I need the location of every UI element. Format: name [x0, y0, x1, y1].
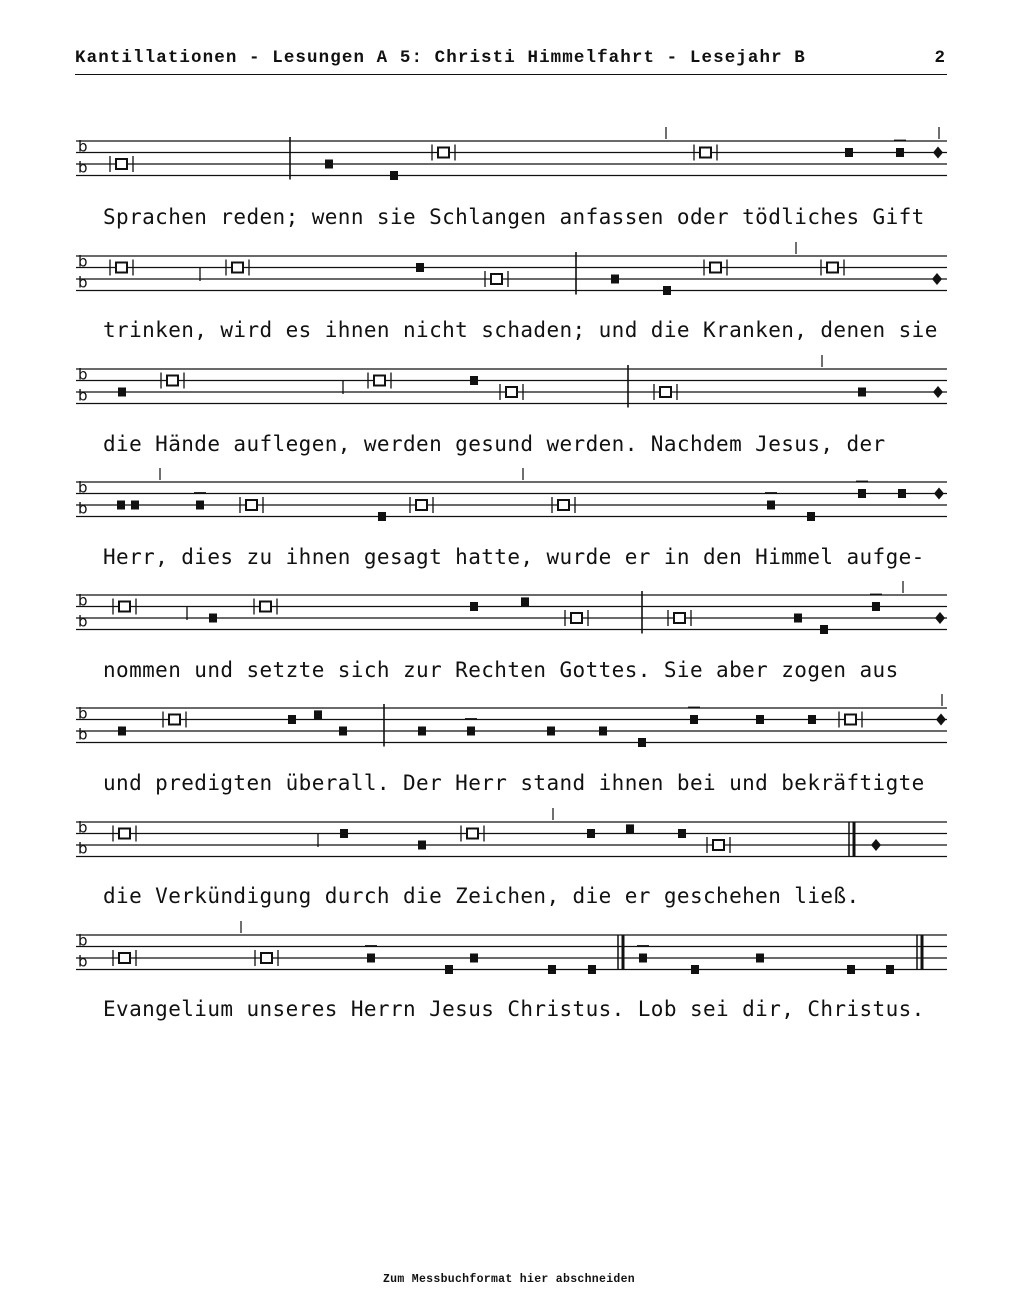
note-square	[118, 388, 126, 397]
reciting-note	[246, 500, 257, 510]
note-square	[470, 602, 478, 611]
note-square	[820, 625, 828, 634]
note-square	[367, 954, 375, 963]
note-square	[131, 501, 139, 510]
note-square	[872, 602, 880, 611]
note-square	[898, 489, 906, 498]
flat-clef: b	[78, 158, 88, 177]
reciting-note	[438, 148, 449, 158]
note-square	[314, 710, 322, 719]
note-square	[288, 715, 296, 724]
note-square	[196, 501, 204, 510]
page-number: 2	[934, 48, 945, 68]
reciting-note	[700, 148, 711, 158]
note-square	[690, 715, 698, 724]
lyric-line-2: trinken, wird es ihnen nicht schaden; und die Kranken, denen sie	[103, 318, 938, 342]
note-square	[794, 614, 802, 623]
note-square	[588, 965, 596, 974]
lyric-line-7: die Verkündigung durch die Zeichen, die er geschehen ließ.	[103, 884, 860, 908]
note-square	[118, 727, 126, 736]
header-title: Kantillationen - Lesungen A 5: Christi Himmelfahrt - Lesejahr B	[75, 48, 806, 68]
note-square	[470, 954, 478, 963]
note-square	[418, 841, 426, 850]
reciting-note	[232, 263, 243, 273]
note-square	[467, 727, 475, 736]
note-square	[638, 738, 646, 747]
note-square	[858, 388, 866, 397]
lyric-line-4: Herr, dies zu ihnen gesagt hatte, wurde er in den Himmel aufge-	[103, 545, 925, 569]
note-square	[418, 727, 426, 736]
lyric-line-6: und predigten überall. Der Herr stand ihnen bei und bekräftigte	[103, 771, 925, 795]
note-square	[639, 954, 647, 963]
reciting-note	[506, 387, 517, 397]
flat-clef: b	[78, 499, 88, 518]
note-square	[896, 148, 904, 157]
note-square	[611, 275, 619, 284]
note-square	[626, 824, 634, 833]
note-square	[416, 263, 424, 272]
reciting-note	[416, 500, 427, 510]
note-square	[587, 829, 595, 838]
final-note-diamond	[933, 147, 943, 159]
flat-clef: b	[78, 137, 88, 156]
reciting-note	[119, 953, 130, 963]
final-note-diamond	[935, 612, 945, 624]
flat-clef: b	[78, 478, 88, 497]
lyric-line-3: die Hände auflegen, werden gesund werden. Nachdem Jesus, der	[103, 432, 886, 456]
note-square	[378, 512, 386, 521]
note-square	[678, 829, 686, 838]
reciting-note	[167, 376, 178, 386]
flat-clef: b	[78, 725, 88, 744]
reciting-note	[713, 840, 724, 850]
flat-clef: b	[78, 365, 88, 384]
note-square	[470, 376, 478, 385]
note-square	[117, 501, 125, 510]
note-square	[209, 614, 217, 623]
note-square	[808, 715, 816, 724]
final-note-diamond	[933, 386, 943, 398]
final-note-diamond	[871, 839, 881, 851]
note-square	[339, 727, 347, 736]
reciting-note	[571, 613, 582, 623]
flat-clef: b	[78, 591, 88, 610]
reciting-note	[491, 274, 502, 284]
note-square	[325, 160, 333, 169]
note-square	[548, 965, 556, 974]
reciting-note	[119, 602, 130, 612]
lyric-line-5: nommen und setzte sich zur Rechten Gottes. Sie aber zogen aus	[103, 658, 899, 682]
flat-clef: b	[78, 704, 88, 723]
note-square	[756, 715, 764, 724]
reciting-note	[467, 829, 478, 839]
reciting-note	[116, 159, 127, 169]
note-square	[547, 727, 555, 736]
reciting-note	[710, 263, 721, 273]
final-note-diamond	[934, 488, 944, 500]
final-note-diamond	[936, 714, 946, 726]
note-square	[445, 965, 453, 974]
lyric-line-1: Sprachen reden; wenn sie Schlangen anfassen oder tödliches Gift	[103, 205, 925, 229]
flat-clef: b	[78, 386, 88, 405]
reciting-note	[558, 500, 569, 510]
note-square	[599, 727, 607, 736]
reciting-note	[660, 387, 671, 397]
flat-clef: b	[78, 952, 88, 971]
note-square	[845, 148, 853, 157]
note-square	[767, 501, 775, 510]
note-square	[663, 286, 671, 295]
note-square	[847, 965, 855, 974]
reciting-note	[374, 376, 385, 386]
note-square	[340, 829, 348, 838]
cut-here-note: Zum Messbuchformat hier abschneiden	[382, 1273, 636, 1286]
note-square	[691, 965, 699, 974]
reciting-note	[674, 613, 685, 623]
flat-clef: b	[78, 612, 88, 631]
flat-clef: b	[78, 252, 88, 271]
reciting-note	[116, 263, 127, 273]
flat-clef: b	[78, 839, 88, 858]
flat-clef: b	[78, 931, 88, 950]
note-square	[858, 489, 866, 498]
reciting-note	[260, 602, 271, 612]
reciting-note	[845, 715, 856, 725]
final-note-diamond	[932, 273, 942, 285]
note-square	[521, 597, 529, 606]
note-square	[390, 171, 398, 180]
flat-clef: b	[78, 273, 88, 292]
note-square	[886, 965, 894, 974]
reciting-note	[261, 953, 272, 963]
lyric-line-8: Evangelium unseres Herrn Jesus Christus. Lob sei dir, Christus.	[103, 997, 925, 1021]
flat-clef: b	[78, 818, 88, 837]
reciting-note	[119, 829, 130, 839]
reciting-note	[827, 263, 838, 273]
reciting-note	[169, 715, 180, 725]
note-square	[807, 512, 815, 521]
note-square	[756, 954, 764, 963]
